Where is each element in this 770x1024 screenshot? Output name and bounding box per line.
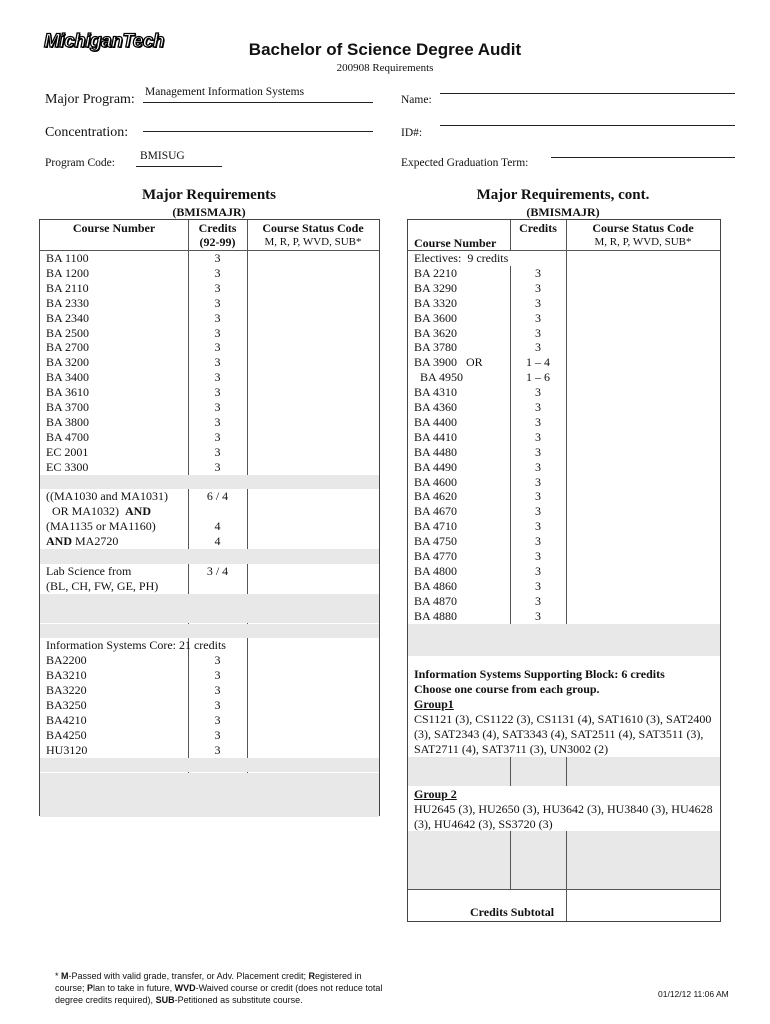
credits-cell: 3	[214, 414, 221, 429]
course-number-cell: BA 4710	[414, 519, 458, 534]
table-row	[408, 609, 720, 624]
table-row	[40, 698, 379, 713]
course-number-cell: BA 4950	[414, 370, 464, 385]
course-number-cell: BA 3700	[46, 400, 90, 414]
table-row	[408, 326, 720, 341]
credits-cell: 3	[535, 444, 541, 459]
credits-cell: 3	[535, 295, 541, 310]
credits-cell: 1 – 6	[526, 370, 550, 385]
table-row	[40, 713, 379, 728]
credits-cell: 3	[535, 519, 541, 534]
supporting-block-title: Information Systems Supporting Block: 6 credits	[414, 667, 665, 681]
table-row	[40, 549, 379, 564]
course-number-cell: BA 4880	[414, 608, 458, 623]
course-number-cell: BA 4800	[414, 563, 458, 578]
program-code-label: Program Code:	[45, 157, 115, 169]
table-row	[408, 370, 720, 385]
course-number-cell: BA 4870	[414, 593, 458, 608]
credits-cell: 3	[535, 429, 541, 444]
table-row	[40, 728, 379, 743]
course-number-cell: Lab Science from	[46, 563, 132, 578]
group2-label: Group 2	[414, 787, 457, 801]
credits-cell: 3	[214, 668, 221, 683]
table-row	[40, 266, 379, 281]
table-row	[408, 549, 720, 564]
left-section-title: Major Requirements	[141, 187, 276, 203]
course-number-cell: BA 4310	[414, 385, 458, 400]
course-number-cell: EC 2001	[46, 444, 89, 459]
table-row	[40, 460, 379, 475]
course-number-cell: BA 3600	[414, 310, 458, 325]
table-row	[40, 311, 379, 326]
program-code-field	[136, 150, 222, 167]
course-number-cell: OR MA1032) AND	[46, 504, 152, 519]
credits-cell: 4	[214, 534, 221, 549]
table-row	[40, 251, 379, 266]
major-program-field	[143, 86, 373, 103]
right-status-header-line2: M, R, P, WVD, SUB*	[594, 236, 692, 248]
credits-cell: 3	[535, 265, 541, 280]
course-number-cell: BA 3610	[46, 385, 90, 400]
credits-cell: 3	[535, 310, 541, 325]
course-number-cell: BA3220	[46, 683, 87, 698]
course-number-cell: BA 4480	[414, 444, 458, 459]
credits-cell: 3	[214, 698, 221, 712]
course-number-cell: BA 4770	[414, 549, 458, 563]
course-number-cell: BA4210	[46, 712, 87, 727]
table-row	[40, 638, 379, 653]
table-row	[408, 534, 720, 549]
credits-cell: 3	[214, 459, 221, 474]
course-number-cell: BA 4360	[414, 400, 458, 414]
course-number-cell: BA 4700	[46, 429, 90, 444]
course-number-cell: (MA1135 or MA1160)	[46, 519, 156, 534]
left-credits-header-line2: (92-99)	[199, 235, 236, 249]
course-number-cell: BA 3200	[46, 355, 90, 370]
table-row	[40, 475, 379, 490]
credits-cell: 3	[535, 534, 541, 549]
credits-cell: 3	[214, 742, 221, 757]
right-section-code: (BMISMAJR)	[526, 205, 600, 219]
left-requirements-table	[39, 219, 380, 816]
credits-cell: 3 / 4	[206, 563, 229, 578]
table-row	[40, 489, 379, 504]
course-number-cell: BA 2340	[46, 310, 90, 325]
id-label: ID#:	[401, 127, 423, 139]
credits-cell: 3	[214, 653, 221, 668]
table-row	[408, 489, 720, 504]
credits-cell: 3	[535, 549, 541, 563]
credits-cell: 3	[214, 385, 221, 400]
credits-cell: 3	[214, 429, 221, 444]
credits-cell: 3	[214, 265, 221, 280]
course-number-cell: BA 3290	[414, 280, 458, 295]
table-row	[40, 743, 379, 758]
left-status-header-line1: Course Status Code	[262, 221, 364, 235]
course-number-cell: BA 2110	[46, 280, 89, 295]
left-credits-header-line1: Credits	[198, 221, 237, 235]
course-number-cell: BA 4400	[414, 414, 458, 429]
course-number-cell: BA 3620	[414, 325, 458, 340]
credits-subtotal-label: Credits Subtotal	[470, 905, 555, 919]
credits-cell: 3	[214, 400, 221, 414]
course-number-cell: ((MA1030 and MA1031)	[46, 489, 168, 504]
table-row	[40, 281, 379, 296]
course-number-cell: BA 3780	[414, 340, 458, 355]
credits-cell: 3	[214, 340, 221, 355]
print-timestamp: 01/12/12 11:06 AM	[658, 989, 729, 999]
course-number-cell: BA4250	[46, 727, 87, 742]
course-number-cell: BA 4620	[414, 489, 458, 504]
credits-cell: 3	[535, 414, 541, 429]
table-row	[408, 251, 720, 266]
table-row	[408, 460, 720, 475]
table-row	[408, 266, 720, 281]
right-status-header-line1: Course Status Code	[592, 221, 694, 235]
table-row	[40, 519, 379, 534]
table-row	[40, 430, 379, 445]
credits-cell: 3	[535, 400, 541, 414]
credits-cell: 3	[535, 385, 541, 400]
table-row	[408, 355, 720, 370]
credits-cell: 3	[214, 251, 221, 265]
course-number-cell: BA 4860	[414, 578, 458, 593]
table-row	[40, 802, 379, 817]
credits-cell: 3	[214, 727, 221, 742]
course-number-cell: (BL, CH, FW, GE, PH)	[46, 578, 159, 593]
table-row	[40, 564, 379, 579]
credits-cell: 3	[214, 310, 221, 325]
course-number-cell: BA 1100	[46, 251, 89, 265]
group1-label: Group1	[414, 697, 454, 711]
right-table-body	[408, 251, 720, 626]
credits-cell: 3	[214, 295, 221, 310]
graduation-term-field	[551, 156, 735, 158]
course-number-cell: BA 2210	[414, 265, 458, 280]
program-code-value: BMISUG	[140, 150, 185, 162]
table-row	[40, 594, 379, 609]
table-row	[40, 326, 379, 341]
credits-cell: 6 / 4	[206, 489, 229, 504]
left-status-header-line2: M, R, P, WVD, SUB*	[264, 236, 362, 248]
table-row	[40, 504, 379, 519]
course-number-cell: BA 1200	[46, 265, 90, 280]
credits-cell: 3	[214, 444, 221, 459]
table-row	[40, 355, 379, 370]
table-row	[40, 787, 379, 802]
name-label: Name:	[401, 94, 432, 106]
table-row	[408, 579, 720, 594]
left-col-status-header	[247, 221, 379, 249]
right-col-course-header: Course Number	[414, 236, 497, 250]
id-field	[440, 124, 735, 126]
course-number-cell: BA 3400	[46, 370, 90, 385]
supporting-block-subtitle: Choose one course from each group.	[414, 682, 600, 696]
table-row	[408, 400, 720, 415]
table-row	[40, 445, 379, 460]
table-row	[408, 475, 720, 490]
credits-cell: 3	[535, 340, 541, 355]
right-col-status-header	[566, 221, 720, 249]
credits-cell: 4	[214, 519, 221, 534]
credits-cell: 3	[535, 325, 541, 340]
course-number-cell: BA2200	[46, 653, 87, 668]
course-number-cell: BA 4750	[414, 534, 458, 549]
table-row	[408, 415, 720, 430]
course-number-cell: BA 2500	[46, 325, 90, 340]
left-table-body	[40, 251, 379, 815]
table-row	[40, 340, 379, 355]
course-number-cell: BA 4670	[414, 504, 458, 519]
table-row	[408, 564, 720, 579]
table-row	[408, 519, 720, 534]
table-row	[40, 668, 379, 683]
course-number-cell: BA3210	[46, 668, 87, 683]
credits-cell: 3	[214, 325, 221, 340]
course-number-cell: Electives: 9 credits	[414, 251, 509, 265]
credits-cell: 3	[535, 608, 541, 623]
credits-cell: 3	[214, 683, 221, 698]
graduation-term-label: Expected Graduation Term:	[401, 157, 529, 169]
course-number-cell: BA 4410	[414, 429, 458, 444]
table-row	[40, 370, 379, 385]
table-row	[408, 504, 720, 519]
credits-cell: 3	[535, 504, 541, 519]
course-number-cell: BA 3320	[414, 295, 458, 310]
page-title: Bachelor of Science Degree Audit	[248, 40, 522, 59]
right-section-title: Major Requirements, cont.	[476, 187, 650, 203]
table-row	[40, 415, 379, 430]
group1-courses: CS1121 (3), CS1122 (3), CS1131 (4), SAT1610 (3), SAT2400 (3), SAT2343 (4), SAT3343 (4), SAT2511 (4), SAT3511 (3), SAT2711 (4), SAT3711 (3), UN3002 (2)	[414, 712, 712, 756]
credits-cell: 3	[535, 563, 541, 578]
major-program-label: Major Program:	[45, 92, 135, 107]
right-col-credits-header: Credits	[519, 221, 557, 235]
course-number-cell: Information Systems Core: 21 credits	[46, 638, 226, 653]
table-row	[40, 758, 379, 773]
credits-cell: 3	[214, 280, 221, 295]
status-code-footnote: * M-Passed with valid grade, transfer, or Adv. Placement credit; Registered in course; Plan to take in future, WVD-Waived course or credit (does not reduce total degree credits required), SUB-Petitioned as substitute course.	[55, 971, 383, 1005]
course-number-cell: BA 4600	[414, 474, 458, 489]
table-row	[40, 579, 379, 594]
course-number-cell: BA3250	[46, 698, 87, 712]
credits-cell: 3	[535, 280, 541, 295]
course-number-cell: AND MA2720	[46, 534, 119, 549]
concentration-field	[143, 130, 373, 132]
credits-cell: 3	[214, 712, 221, 727]
michigan-tech-logo: MichiganTech	[44, 31, 164, 52]
table-row	[40, 534, 379, 549]
table-row	[408, 281, 720, 296]
table-row	[408, 296, 720, 311]
table-row	[408, 430, 720, 445]
table-row	[408, 340, 720, 355]
group2-courses: HU2645 (3), HU2650 (3), HU3642 (3), HU3840 (3), HU4628 (3), HU4642 (3), SS3720 (3)	[414, 802, 713, 831]
table-row	[40, 400, 379, 415]
table-row	[408, 594, 720, 609]
table-row	[40, 609, 379, 624]
table-row	[40, 653, 379, 668]
table-row	[40, 683, 379, 698]
table-row	[40, 296, 379, 311]
credits-cell: 3	[214, 370, 221, 385]
right-requirements-table	[407, 219, 721, 922]
name-field	[440, 92, 735, 94]
course-number-cell: HU3120	[46, 742, 88, 757]
credits-cell: 3	[535, 459, 541, 474]
course-number-cell: BA 2330	[46, 295, 90, 310]
course-number-cell: EC 3300	[46, 459, 89, 474]
table-row	[40, 385, 379, 400]
credits-cell: 3	[535, 593, 541, 608]
credits-cell: 3	[535, 474, 541, 489]
credits-cell: 3	[535, 489, 541, 504]
course-number-cell: BA 2700	[46, 340, 90, 355]
table-row	[40, 624, 379, 639]
credits-cell: 1 – 4	[526, 355, 550, 370]
concentration-label: Concentration:	[45, 125, 129, 140]
left-col-credits-header	[188, 221, 247, 249]
table-row	[408, 445, 720, 460]
page-subtitle: 200908 Requirements	[336, 62, 434, 74]
course-number-cell: BA 3900 OR	[414, 355, 483, 370]
major-program-value: Management Information Systems	[145, 86, 305, 98]
credits-cell: 3	[535, 578, 541, 593]
table-row	[40, 773, 379, 788]
credits-cell: 3	[214, 355, 221, 370]
left-col-course-header: Course Number	[72, 221, 156, 235]
course-number-cell: BA 4490	[414, 459, 458, 474]
left-section-code: (BMISMAJR)	[172, 205, 246, 219]
table-row	[408, 385, 720, 400]
table-row	[408, 311, 720, 326]
course-number-cell: BA 3800	[46, 414, 90, 429]
